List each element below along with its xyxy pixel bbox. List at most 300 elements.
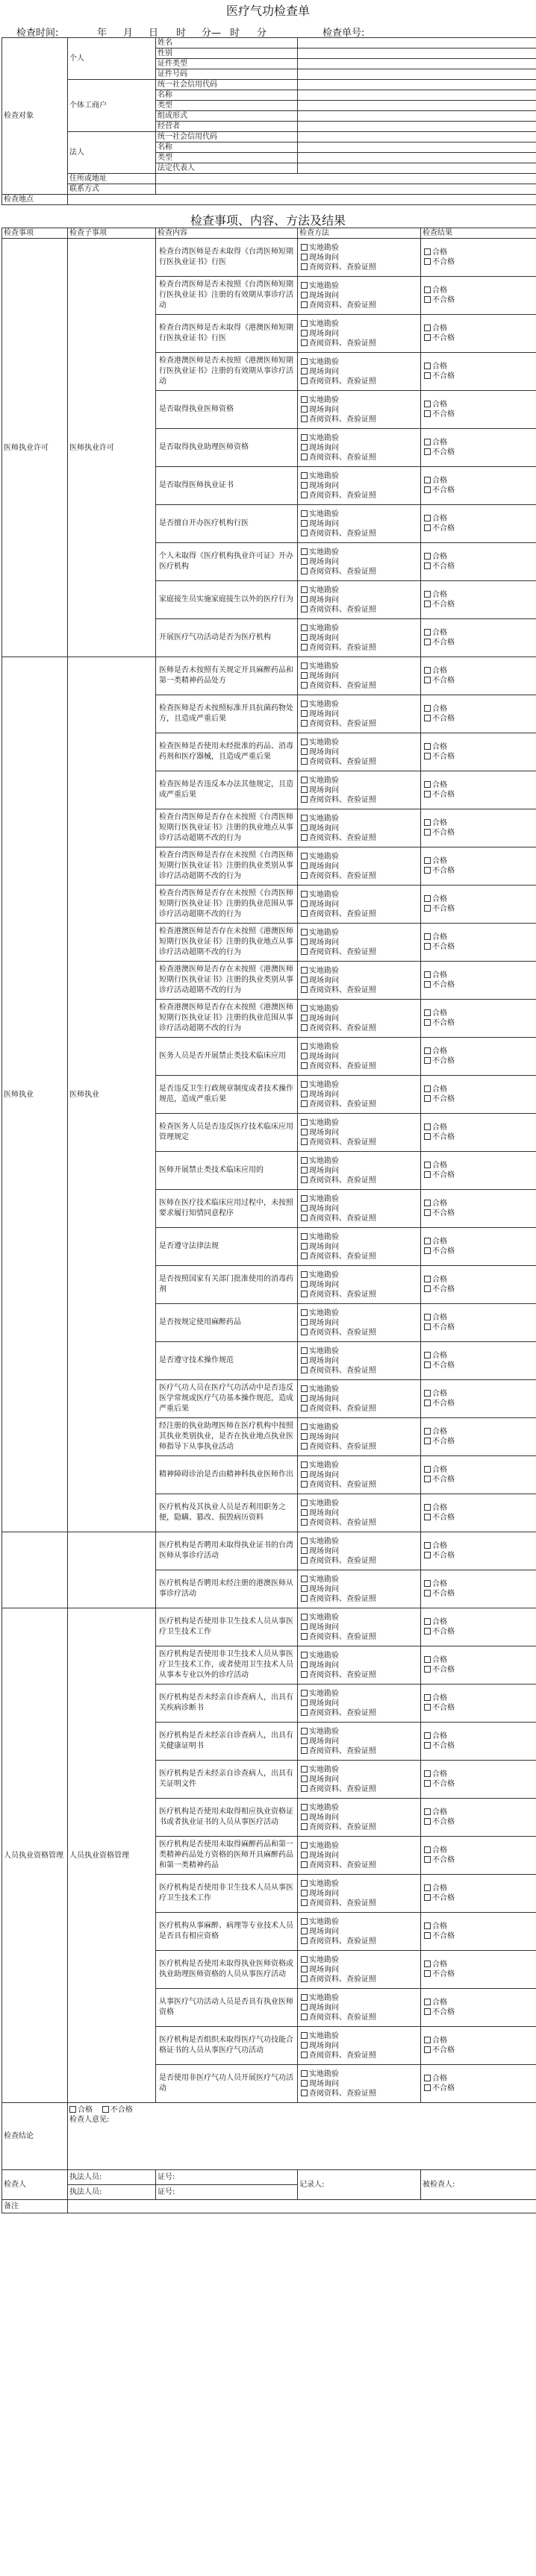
result-option[interactable]: 合格: [424, 1275, 535, 1285]
check-method: [298, 429, 421, 467]
result-option[interactable]: 合格: [424, 933, 535, 942]
method-option[interactable]: 现场询问: [301, 595, 419, 605]
field-value[interactable]: [298, 69, 536, 80]
result-option[interactable]: 合格: [424, 780, 535, 790]
method-option[interactable]: 实地勘验: [301, 1955, 419, 1965]
method-options: [299, 1613, 419, 1642]
method-option[interactable]: 查阅资料、查验证照: [301, 795, 419, 805]
method-option[interactable]: 现场询问: [301, 1470, 419, 1480]
method-option[interactable]: 现场询问: [301, 1737, 419, 1746]
result-option[interactable]: 不合格: [424, 866, 535, 876]
result-option[interactable]: 合格: [424, 476, 535, 486]
method-option[interactable]: 查阅资料、查验证照: [301, 567, 419, 577]
check-content: 是否遵守法律法规: [156, 1228, 298, 1266]
method-option[interactable]: 实地勘验: [301, 1270, 419, 1280]
method-option[interactable]: 实地勘验: [301, 1651, 419, 1661]
method-option[interactable]: 查阅资料、查验证照: [301, 1937, 419, 1946]
method-option[interactable]: 查阅资料、查验证照: [301, 1556, 419, 1566]
method-option[interactable]: 实地勘验: [301, 1765, 419, 1775]
method-option[interactable]: 现场询问: [301, 253, 419, 263]
result-option[interactable]: 合格: [424, 1161, 535, 1171]
method-option[interactable]: 现场询问: [301, 1585, 419, 1594]
method-option[interactable]: 现场询问: [301, 405, 419, 415]
result-option[interactable]: 合格: [424, 1237, 535, 1247]
checkbox-icon: [424, 1476, 431, 1482]
method-option[interactable]: 现场询问: [301, 1661, 419, 1670]
result-option[interactable]: 合格: [424, 1808, 535, 1817]
method-option[interactable]: 实地勘验: [301, 1803, 419, 1813]
method-option[interactable]: 查阅资料、查验证照: [301, 339, 419, 348]
checkbox-icon: [424, 2008, 431, 2015]
result-option[interactable]: 不合格: [424, 1209, 535, 1218]
method-option[interactable]: 查阅资料、查验证照: [301, 1975, 419, 1984]
field-value[interactable]: [298, 163, 536, 174]
result-option[interactable]: 合格: [424, 1389, 535, 1399]
method-option[interactable]: 现场询问: [301, 1280, 419, 1290]
method-option[interactable]: 查阅资料、查验证照: [301, 1746, 419, 1756]
method-option[interactable]: 查阅资料、查验证照: [301, 1100, 419, 1109]
method-option[interactable]: 实地勘验: [301, 1347, 419, 1356]
result-option[interactable]: 不合格: [424, 942, 535, 952]
method-option[interactable]: 实地勘验: [301, 1537, 419, 1546]
result-option[interactable]: 合格: [424, 1123, 535, 1132]
result-option[interactable]: 合格: [424, 438, 535, 448]
check-content: 检查医师是否违反本办法其他规定，且造成严重后果: [156, 771, 298, 809]
method-option[interactable]: 查阅资料、查验证照: [301, 1214, 419, 1223]
result-option[interactable]: 不合格: [424, 1171, 535, 1180]
result-option[interactable]: 合格: [424, 324, 535, 333]
result-option[interactable]: 合格: [424, 1770, 535, 1779]
method-option[interactable]: 查阅资料、查验证照: [301, 1899, 419, 1908]
field-value[interactable]: [298, 142, 536, 153]
method-option[interactable]: 现场询问: [301, 1052, 419, 1062]
check-method: [298, 1456, 421, 1494]
method-option[interactable]: 查阅资料、查验证照: [301, 2051, 419, 2061]
result-option[interactable]: 不合格: [424, 1627, 535, 1637]
result-option[interactable]: 合格: [424, 1617, 535, 1627]
result-option[interactable]: 合格: [424, 1655, 535, 1665]
method-option[interactable]: 现场询问: [301, 633, 419, 643]
result-option[interactable]: 不合格: [424, 1817, 535, 1827]
method-option[interactable]: 实地勘验: [301, 1841, 419, 1851]
method-option[interactable]: 现场询问: [301, 862, 419, 871]
result-option[interactable]: 不合格: [424, 257, 535, 267]
check-method: [298, 695, 421, 733]
result-option[interactable]: 合格: [424, 1313, 535, 1323]
result-option[interactable]: 不合格: [424, 1665, 535, 1675]
result-option[interactable]: 不合格: [424, 562, 535, 571]
method-option[interactable]: 实地勘验: [301, 281, 419, 291]
method-option[interactable]: 实地勘验: [301, 1727, 419, 1737]
checkbox-icon: [424, 1466, 431, 1473]
result-option[interactable]: 不合格: [424, 1361, 535, 1370]
result-option[interactable]: 不合格: [424, 1475, 535, 1485]
check-content: 是否取得执业医师资格: [156, 391, 298, 429]
check-content: 检查港澳医师是否存在未按照《港澳医师短期行医执业证书》注册的执业范围从事诊疗活动超期不改的行为: [156, 1000, 298, 1038]
method-option[interactable]: 实地勘验: [301, 1423, 419, 1432]
result-option[interactable]: 合格: [424, 1465, 535, 1475]
check-result: [421, 2065, 536, 2103]
result-option[interactable]: 不合格: [424, 1931, 535, 1941]
method-option[interactable]: 实地勘验: [301, 1879, 419, 1889]
field-value[interactable]: [298, 48, 536, 59]
result-option[interactable]: 合格: [424, 971, 535, 980]
result-option[interactable]: 合格: [424, 362, 535, 372]
result-option[interactable]: 合格: [424, 742, 535, 752]
checkbox-icon: [424, 705, 431, 712]
field-value[interactable]: [298, 38, 536, 48]
method-option[interactable]: 实地勘验: [301, 1080, 419, 1090]
method-option[interactable]: 查阅资料、查验证照: [301, 757, 419, 767]
result-option[interactable]: 不合格: [424, 828, 535, 838]
result-option[interactable]: 合格: [424, 1579, 535, 1589]
method-option[interactable]: 现场询问: [301, 900, 419, 909]
method-option[interactable]: 现场询问: [301, 938, 419, 947]
method-option[interactable]: 查阅资料、查验证照: [301, 529, 419, 539]
method-option[interactable]: 查阅资料、查验证照: [301, 1138, 419, 1147]
result-option[interactable]: 不合格: [424, 1589, 535, 1599]
method-option[interactable]: 查阅资料、查验证照: [301, 681, 419, 691]
method-option[interactable]: 查阅资料、查验证照: [301, 719, 419, 729]
method-option[interactable]: 现场询问: [301, 1318, 419, 1328]
field-value[interactable]: [298, 101, 536, 111]
result-option[interactable]: 不合格: [424, 676, 535, 686]
method-option[interactable]: 现场询问: [301, 1623, 419, 1632]
result-option[interactable]: 不合格: [424, 2084, 535, 2093]
method-option[interactable]: 查阅资料、查验证照: [301, 1594, 419, 1604]
remark-value[interactable]: [68, 2200, 536, 2213]
result-option[interactable]: 不合格: [424, 295, 535, 305]
checkbox-icon: [301, 1690, 308, 1696]
result-option[interactable]: 合格: [424, 248, 535, 257]
checkbox-icon: [301, 244, 308, 251]
method-option[interactable]: 现场询问: [301, 1889, 419, 1899]
contact-label-value[interactable]: [156, 184, 536, 195]
method-option[interactable]: 实地勘验: [301, 928, 419, 938]
result-option[interactable]: 合格: [424, 1693, 535, 1703]
method-option[interactable]: 实地勘验: [301, 1385, 419, 1394]
check-subitem: 医师执业: [68, 657, 156, 1532]
result-option[interactable]: 合格: [424, 1085, 535, 1094]
result-option[interactable]: 不合格: [424, 1513, 535, 1523]
result-option[interactable]: 不合格: [424, 1018, 535, 1028]
method-option[interactable]: 实地勘验: [301, 395, 419, 405]
method-option[interactable]: 现场询问: [301, 1775, 419, 1784]
method-option[interactable]: 现场询问: [301, 2041, 419, 2051]
result-option[interactable]: 不合格: [424, 1437, 535, 1447]
method-option[interactable]: 现场询问: [301, 2003, 419, 2013]
method-option[interactable]: 实地勘验: [301, 624, 419, 633]
method-option[interactable]: 现场询问: [301, 1927, 419, 1937]
checkbox-icon: [301, 444, 308, 451]
result-option[interactable]: 不合格: [424, 638, 535, 648]
result-option[interactable]: 合格: [424, 1427, 535, 1437]
result-option[interactable]: 合格: [424, 1846, 535, 1855]
method-option[interactable]: 实地勘验: [301, 357, 419, 367]
checkbox-icon: [424, 1438, 431, 1444]
method-option[interactable]: 实地勘验: [301, 1309, 419, 1318]
result-option[interactable]: 不合格: [424, 1893, 535, 1903]
method-option[interactable]: 查阅资料、查验证照: [301, 1252, 419, 1262]
method-option[interactable]: 查阅资料、查验证照: [301, 947, 419, 957]
field-value[interactable]: [298, 80, 536, 90]
method-option[interactable]: 查阅资料、查验证照: [301, 1176, 419, 1185]
method-option[interactable]: 实地勘验: [301, 776, 419, 786]
method-option[interactable]: 查阅资料、查验证照: [301, 1404, 419, 1414]
method-option[interactable]: 实地勘验: [301, 2069, 419, 2079]
method-option[interactable]: 实地勘验: [301, 966, 419, 976]
checkbox-icon: [301, 2090, 308, 2096]
result-option[interactable]: 合格: [424, 1922, 535, 1931]
method-option[interactable]: 查阅资料、查验证照: [301, 643, 419, 653]
result-option[interactable]: 合格: [424, 286, 535, 295]
checkbox-icon: [301, 2014, 308, 2020]
method-option[interactable]: 实地勘验: [301, 548, 419, 557]
method-option[interactable]: 查阅资料、查验证照: [301, 871, 419, 881]
result-option[interactable]: 不合格: [424, 1399, 535, 1408]
result-option[interactable]: 不合格: [424, 524, 535, 533]
method-option[interactable]: 现场询问: [301, 1508, 419, 1518]
method-option[interactable]: 查阅资料、查验证照: [301, 491, 419, 501]
method-option[interactable]: 查阅资料、查验证照: [301, 1632, 419, 1642]
method-option[interactable]: 现场询问: [301, 329, 419, 339]
method-option[interactable]: 查阅资料、查验证照: [301, 1823, 419, 1832]
result-option[interactable]: 不合格: [424, 2008, 535, 2017]
result-option[interactable]: 合格: [424, 590, 535, 600]
method-option[interactable]: 实地勘验: [301, 433, 419, 443]
checkbox-icon: [301, 815, 308, 821]
method-option[interactable]: 现场询问: [301, 2079, 419, 2089]
method-option[interactable]: 实地勘验: [301, 1118, 419, 1128]
method-option[interactable]: 现场询问: [301, 1242, 419, 1252]
result-option[interactable]: 不合格: [424, 333, 535, 343]
result-option[interactable]: 不合格: [424, 1132, 535, 1142]
method-option[interactable]: 现场询问: [301, 786, 419, 795]
check-subitem: 人员执业资格管理: [68, 1608, 156, 2103]
method-option[interactable]: 查阅资料、查验证照: [301, 1366, 419, 1376]
checkbox-icon: [301, 1443, 308, 1450]
checkbox-icon: [301, 596, 308, 603]
result-option[interactable]: 合格: [424, 894, 535, 904]
result-option[interactable]: 合格: [424, 704, 535, 714]
method-option[interactable]: 现场询问: [301, 1204, 419, 1214]
method-option[interactable]: 现场询问: [301, 481, 419, 491]
result-option[interactable]: 不合格: [424, 1323, 535, 1332]
method-option[interactable]: 实地勘验: [301, 1575, 419, 1585]
method-option[interactable]: 查阅资料、查验证照: [301, 1518, 419, 1528]
result-option[interactable]: 合格: [424, 1884, 535, 1893]
result-option[interactable]: 不合格: [424, 714, 535, 724]
result-option[interactable]: 合格: [424, 818, 535, 828]
field-value[interactable]: [298, 90, 536, 101]
method-option[interactable]: 查阅资料、查验证照: [301, 1480, 419, 1490]
result-option[interactable]: 合格: [424, 1998, 535, 2008]
result-option[interactable]: 合格: [424, 666, 535, 676]
result-option[interactable]: 合格: [424, 400, 535, 410]
method-option[interactable]: 实地勘验: [301, 1613, 419, 1623]
checkbox-icon: [301, 1842, 308, 1849]
method-option[interactable]: 查阅资料、查验证照: [301, 1290, 419, 1300]
result-option[interactable]: 不合格: [424, 1969, 535, 1979]
check-method: [298, 239, 421, 277]
result-option[interactable]: 合格: [424, 1047, 535, 1056]
result-option[interactable]: 合格: [424, 1199, 535, 1209]
method-option[interactable]: 实地勘验: [301, 1689, 419, 1699]
method-option[interactable]: 现场询问: [301, 1014, 419, 1024]
method-option[interactable]: 实地勘验: [301, 1232, 419, 1242]
method-option[interactable]: 查阅资料、查验证照: [301, 985, 419, 995]
result-option[interactable]: 不合格: [424, 904, 535, 914]
method-option[interactable]: 实地勘验: [301, 1499, 419, 1508]
method-option[interactable]: 查阅资料、查验证照: [301, 1861, 419, 1870]
field-value[interactable]: [298, 153, 536, 163]
checkbox-icon: [424, 791, 431, 797]
method-option[interactable]: 查阅资料、查验证照: [301, 909, 419, 919]
method-option[interactable]: 实地勘验: [301, 1993, 419, 2003]
result-option[interactable]: 不合格: [424, 486, 535, 495]
method-option[interactable]: 实地勘验: [301, 1461, 419, 1470]
method-option[interactable]: 实地勘验: [301, 1194, 419, 1204]
result-option[interactable]: 不合格: [424, 1056, 535, 1066]
result-option[interactable]: 合格: [424, 856, 535, 866]
method-option[interactable]: 实地勘验: [301, 1156, 419, 1166]
method-option[interactable]: 查阅资料、查验证照: [301, 1024, 419, 1033]
check-method: [298, 1114, 421, 1152]
result-option[interactable]: 不合格: [424, 980, 535, 990]
method-option[interactable]: 现场询问: [301, 1965, 419, 1975]
method-option[interactable]: 查阅资料、查验证照: [301, 1442, 419, 1452]
method-option[interactable]: 查阅资料、查验证照: [301, 1708, 419, 1718]
method-option[interactable]: 查阅资料、查验证照: [301, 415, 419, 424]
result-option[interactable]: 不合格: [424, 1741, 535, 1751]
method-option[interactable]: 实地勘验: [301, 738, 419, 748]
method-option[interactable]: 现场询问: [301, 824, 419, 833]
method-option[interactable]: 现场询问: [301, 1851, 419, 1861]
method-option[interactable]: 现场询问: [301, 976, 419, 985]
method-option[interactable]: 现场询问: [301, 1090, 419, 1100]
result-option[interactable]: 不合格: [424, 790, 535, 800]
result-option[interactable]: 不合格: [424, 1779, 535, 1789]
result-option[interactable]: 不合格: [424, 600, 535, 609]
result-option[interactable]: 合格: [424, 1960, 535, 1969]
field-value[interactable]: [298, 122, 536, 132]
result-option[interactable]: 不合格: [424, 752, 535, 762]
method-option[interactable]: 现场询问: [301, 443, 419, 453]
method-option[interactable]: 实地勘验: [301, 890, 419, 900]
result-option[interactable]: 不合格: [424, 410, 535, 419]
address-label-value[interactable]: [156, 174, 536, 184]
check-method: [298, 353, 421, 391]
method-option[interactable]: 现场询问: [301, 671, 419, 681]
method-option[interactable]: 实地勘验: [301, 2031, 419, 2041]
method-option[interactable]: 实地勘验: [301, 700, 419, 709]
result-option[interactable]: 合格: [424, 2036, 535, 2046]
result-option[interactable]: 合格: [424, 628, 535, 638]
method-option[interactable]: 现场询问: [301, 1546, 419, 1556]
checkbox-icon: [301, 1918, 308, 1925]
method-option[interactable]: 实地勘验: [301, 586, 419, 595]
method-option[interactable]: 查阅资料、查验证照: [301, 263, 419, 272]
method-option[interactable]: 查阅资料、查验证照: [301, 1328, 419, 1338]
field-value[interactable]: [298, 111, 536, 122]
method-option[interactable]: 现场询问: [301, 1356, 419, 1366]
place-value[interactable]: [68, 195, 536, 205]
checkbox-icon: [301, 1215, 308, 1221]
result-option[interactable]: 合格: [424, 1351, 535, 1361]
field-value[interactable]: [298, 132, 536, 142]
result-option[interactable]: 不合格: [424, 1703, 535, 1713]
result-option[interactable]: 合格: [424, 1732, 535, 1741]
method-option[interactable]: 现场询问: [301, 1813, 419, 1823]
unit-day: 日: [149, 28, 159, 39]
result-option[interactable]: 不合格: [424, 1285, 535, 1294]
method-option[interactable]: 现场询问: [301, 367, 419, 377]
method-option[interactable]: 查阅资料、查验证照: [301, 453, 419, 463]
method-option[interactable]: 现场询问: [301, 1166, 419, 1176]
method-option[interactable]: 现场询问: [301, 1699, 419, 1708]
method-option[interactable]: 现场询问: [301, 1432, 419, 1442]
method-option[interactable]: 查阅资料、查验证照: [301, 1670, 419, 1680]
result-option[interactable]: 合格: [424, 1503, 535, 1513]
result-option[interactable]: 不合格: [424, 448, 535, 457]
result-option[interactable]: 不合格: [424, 1855, 535, 1865]
result-option[interactable]: 不合格: [424, 372, 535, 381]
result-option[interactable]: 合格: [424, 2074, 535, 2084]
result-option[interactable]: 不合格: [424, 1247, 535, 1256]
method-option[interactable]: 实地勘验: [301, 319, 419, 329]
method-option[interactable]: 查阅资料、查验证照: [301, 833, 419, 843]
method-option[interactable]: 查阅资料、查验证照: [301, 1784, 419, 1794]
method-option[interactable]: 查阅资料、查验证照: [301, 605, 419, 615]
checkbox-icon: [301, 662, 308, 669]
method-option[interactable]: 现场询问: [301, 1128, 419, 1138]
result-option[interactable]: 合格: [424, 552, 535, 562]
method-option[interactable]: 实地勘验: [301, 852, 419, 862]
result-option[interactable]: 合格: [424, 1541, 535, 1551]
field-label: 性别: [156, 48, 298, 59]
method-option[interactable]: 查阅资料、查验证照: [301, 2089, 419, 2099]
method-option[interactable]: 实地勘验: [301, 471, 419, 481]
col-header-item: 检查事项: [2, 228, 68, 239]
method-option[interactable]: 查阅资料、查验证照: [301, 377, 419, 386]
method-option[interactable]: 现场询问: [301, 748, 419, 757]
result-option[interactable]: 不合格: [424, 1094, 535, 1104]
method-option[interactable]: 现场询问: [301, 1394, 419, 1404]
method-option[interactable]: 查阅资料、查验证照: [301, 1062, 419, 1071]
method-option[interactable]: 实地勘验: [301, 1042, 419, 1052]
result-option[interactable]: 不合格: [424, 2046, 535, 2055]
conclusion-fail[interactable]: 不合格: [102, 2106, 133, 2114]
method-option[interactable]: 现场询问: [301, 519, 419, 529]
method-option[interactable]: 现场询问: [301, 557, 419, 567]
method-option[interactable]: 实地勘验: [301, 662, 419, 671]
result-option[interactable]: 不合格: [424, 1551, 535, 1561]
field-value[interactable]: [298, 59, 536, 69]
method-option[interactable]: 实地勘验: [301, 1004, 419, 1014]
checkbox-icon: [301, 1585, 308, 1592]
result-option[interactable]: 合格: [424, 514, 535, 524]
conclusion-pass[interactable]: 合格: [69, 2106, 93, 2114]
method-option[interactable]: 实地勘验: [301, 1917, 419, 1927]
method-option[interactable]: 查阅资料、查验证照: [301, 301, 419, 310]
result-option[interactable]: 合格: [424, 1009, 535, 1018]
method-option[interactable]: 实地勘验: [301, 510, 419, 519]
method-option[interactable]: 查阅资料、查验证照: [301, 2013, 419, 2022]
method-option[interactable]: 实地勘验: [301, 814, 419, 824]
method-option[interactable]: 现场询问: [301, 291, 419, 301]
method-option[interactable]: 现场询问: [301, 709, 419, 719]
method-option[interactable]: 实地勘验: [301, 243, 419, 253]
